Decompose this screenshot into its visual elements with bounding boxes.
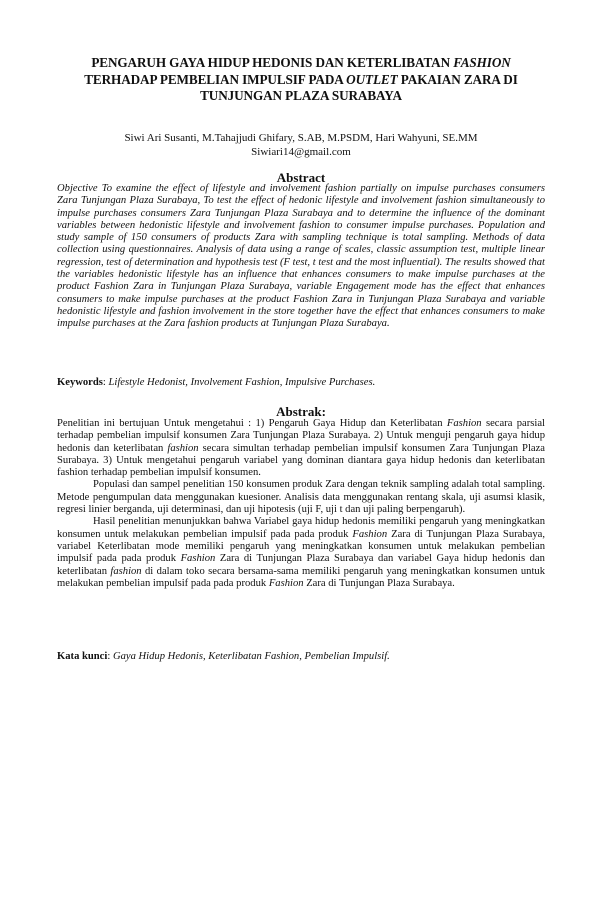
kata-kunci-separator: : — [107, 651, 113, 662]
abstrak-paragraph-1 — [57, 418, 545, 479]
title-italic-word: FASHION — [453, 55, 511, 70]
title-line-1 — [57, 55, 545, 72]
text-run: secara parsial terhadap pembelian impulsif konsumen Zara Tunjungan Plaza Surabaya. 2) Untuk menguji pengaruh gaya hidup hedonis dan keterlibatan — [57, 418, 545, 454]
italic-run: fashion — [167, 442, 199, 454]
title-text: PAKAIAN ZARA DI — [397, 71, 518, 87]
abstrak-paragraph-3 — [57, 516, 545, 590]
abstract-heading: Abstract — [276, 170, 326, 185]
text-run: Penelitian ini bertujuan Untuk mengetahui : 1) Pengaruh Gaya Hidup dan Keterlibatan — [57, 418, 447, 429]
italic-run: Fashion — [180, 553, 216, 565]
italic-run: Fashion — [268, 577, 304, 589]
text-run: secara simultan terhadap pembelian impulsif konsumen Zara Tunjungan Plaza Surabaya. 3) Untuk mengetahui pengaruh variabel yang dominan diantara gaya hidup hedonis dan keterlibatan fashion terhadap pembelian impulsif konsumen. — [57, 442, 545, 479]
keywords-text: Lifestyle Hedonist, Involvement Fashion, Impulsive Purchases. — [108, 377, 376, 388]
title-text: TERHADAP PEMBELIAN IMPULSIF PADA — [84, 71, 347, 87]
abstrak-indonesian — [57, 418, 545, 590]
author-block — [57, 131, 545, 159]
kata-kunci-label: Kata kunci — [57, 651, 108, 662]
italic-run: fashion — [110, 565, 142, 577]
abstrak-paragraph-2: Populasi dan sampel penelitian 150 konsumen produk Zara dengan teknik sampling adalah total sampling. Metode pengumpulan data menggunakan kuesioner. Analisis data menggunakan rentang skala, uji asumsi klasik, regresi linier berganda, uji determinasi, dan uji hipotesis (uji F, uji t dan uji paling berpengaruh). — [57, 479, 545, 516]
title-italic-word: OUTLET — [346, 71, 398, 87]
title-line-2 — [57, 72, 545, 89]
keywords-separator: : — [102, 377, 109, 388]
text-run: Hasil penelitian menunjukkan bahwa Variabel gaya hidup hedonis memiliki pengaruh yang meningkatkan konsumen untuk melakukan pembelian impulsif pada pada produk — [57, 516, 545, 540]
paper-title — [57, 55, 545, 105]
text-run: Zara di Tunjungan Plaza Surabaya. — [303, 577, 455, 589]
keywords — [57, 377, 545, 389]
italic-run: Fashion — [446, 418, 482, 429]
title-text: PENGARUH GAYA HIDUP HEDONIS DAN KETERLIBATAN — [91, 55, 454, 70]
keywords-label: Keywords — [57, 377, 103, 388]
text-run: di dalam toko secara bersama-sama memiliki pengaruh yang meningkatkan konsumen untuk melakukan pembelian impulsif pada pada produk — [57, 565, 545, 589]
text-run: Zara di Tunjungan Plaza Surabaya, variabel Keterlibatan mode memiliki pengaruh yang meningkatkan konsumen untuk melakukan pembelian impulsif pada pada produk — [57, 528, 545, 565]
abstrak-heading: Abstrak: — [276, 404, 326, 419]
title-line-3: TUNJUNGAN PLAZA SURABAYA — [200, 88, 402, 103]
kata-kunci-text: Gaya Hidup Hedonis, Keterlibatan Fashion, Pembelian Impulsif. — [112, 651, 390, 662]
kata-kunci — [57, 651, 545, 663]
italic-run: Fashion — [352, 528, 388, 540]
text-run: Zara di Tunjungan Plaza Surabaya dan variabel Gaya hidup hedonis dan keterlibatan — [57, 553, 545, 577]
abstract-english-text: Objective To examine the effect of lifestyle and involvement fashion partially on impulse purchases consumers Zara Tunjungan Plaza Surabaya, To test the effect of hedonic lifestyle and involvement fashion simultaneously to impulse purchases consumers Zara Tunjungan Plaza Surabaya and to determine the influence of the dominant variables between hedonistic lifestyle and involvement fashion to consumer impulse purchases. Population and study sample of 150 consumers of products Zara with sampling technique is total sampling. Methods of data collection using questionnaires. Analysis of data using a range of scales, classic assumption test, multiple linear regression, test of determination and hypothesis test (F test, t test and the most influential). The results showed that the variables hedonistic lifestyle has an influence that enhances consumers to make impulse purchases at the product Fashion Zara in Tunjungan Plaza Surabaya, variable Engagement mode has the effect that enhances consumers to make impulse purchases at the product Fashion Zara in Tunjungan Plaza Surabaya and variable hedonistic lifestyle and fashion involvement in the store together have the effect that enhances consumers to make impulse purchases at the Zara fashion products at Tunjungan Plaza Surabaya. — [57, 183, 545, 330]
author-email: Siwiari14@gmail.com — [251, 146, 351, 158]
author-names: Siwi Ari Susanti, M.Tahajjudi Ghifary, S.AB, M.PSDM, Hari Wahyuni, SE.MM — [124, 132, 478, 144]
